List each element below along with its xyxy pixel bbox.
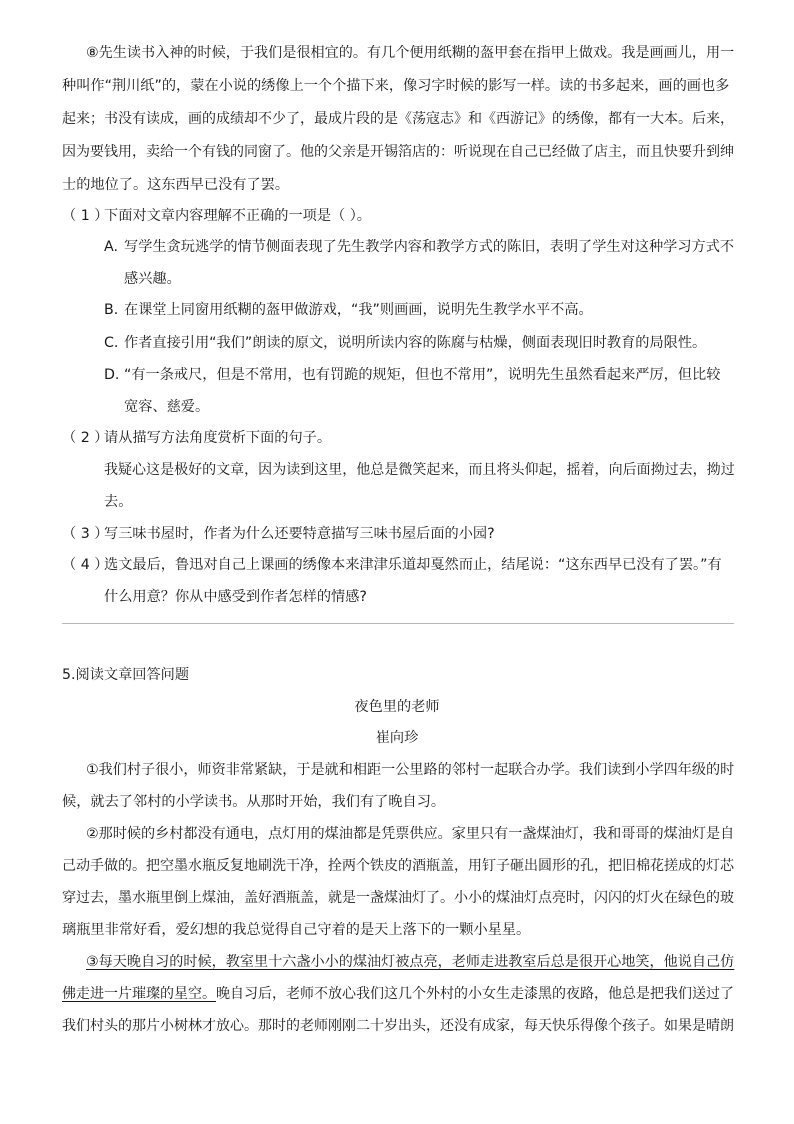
section-divider [62,623,734,624]
option-b-letter: B. [104,302,119,318]
option-c-line-1: 作者直接引用“我们”朗读的原文，说明所读内容的陈腐与枯燥，侧面表现旧时教育的局限性。 [124,335,707,351]
option-b-line-1: 在课堂上同窗用纸糊的盔甲做游戏，“我”则画画，说明先生教学水平不高。 [124,302,593,318]
article-para3-line-2-rest: 晚自习后，老师不放心我们这几个外村的小女生走漆黑的夜路，他总是把我们送过了 [216,986,734,1002]
article-para3-underlined-phrase: 佛走进一片璀璨的星空。 [62,986,216,1002]
article-para2-line-2: 己动手做的。把空墨水瓶反复地刷洗干净，拴两个铁皮的酒瓶盖，用钉子砸出圆形的孔，把旧棉花搓成的灯芯 [62,858,734,874]
option-c-letter: C. [104,335,119,351]
para8-line-1: ⑧先生读书入神的时候，于我们是很相宜的。有几个便用纸糊的盔甲套在指甲上做戏。我是画画儿，用一 [86,45,735,61]
article-para3-line-2 [62,984,734,1004]
question-4-line-1: 选文最后，鲁迅对自己上课画的绣像本来津津乐道却戛然而止，结尾说：“这东西早已没有了罢。”有 [104,557,722,573]
question-2-text: 请从描写方法角度赏析下面的句子。 [104,430,332,446]
question-4-number: （ 4 ） [62,557,109,573]
question-4-line-2: 什么用意？你从中感受到作者怎样的情感? [104,589,367,605]
option-a-line-2: 感兴趣。 [124,271,181,287]
option-a-letter: A. [104,239,118,255]
article-para3-line-1-underlined: ③每天晚自习的时候，教室里十六盏小小的煤油灯被点亮，老师走进教室后总是很开心地笑，他说自己仿 [86,954,735,970]
article-title: 夜色里的老师 [354,699,440,715]
section-5-heading: 5.阅读文章回答问题 [62,667,190,683]
para8-line-5: 士的地位了。这东西早已没有了罢。 [62,177,290,193]
article-author: 崔向珍 [375,730,419,746]
para8-line-3: 起来；书没有读成，画的成绩却不少了，最成片段的是《荡寇志》和《西游记》的绣像，都有一大本。后来， [62,111,734,127]
question-2-number: （ 2 ） [62,430,109,446]
question-1-number: （ 1 ） [62,208,109,224]
question-1-text: 下面对文章内容理解不正确的一项是（ ）。 [104,208,371,224]
article-para2-line-1: ②那时候的乡村都没有通电，点灯用的煤油都是凭票供应。家里只有一盏煤油灯，我和哥哥的煤油灯是自 [86,826,735,842]
article-para1-line-2: 候，就去了邻村的小学读书。从那时开始，我们有了晚自习。 [62,794,446,810]
question-2-quote-line-1: 我疑心这是极好的文章，因为读到这里，他总是微笑起来，而且将头仰起，摇着，向后面拗过去，拗过 [104,462,735,478]
article-para3-line-3: 我们村头的那片小树林才放心。那时的老师刚刚二十岁出头，还没有成家，每天快乐得像个孩子。如果是晴朗 [62,1018,734,1034]
para8-line-4: 因为要钱用，卖给一个有钱的同窗了。他的父亲是开锡箔店的：听说现在自己已经做了店主，而且快要升到绅 [62,144,734,160]
question-3-text: 写三味书屋时，作者为什么还要特意描写三味书屋后面的小园? [104,526,495,542]
option-d-line-2: 宽容、慈爱。 [124,399,210,415]
option-d-letter: D. [104,367,120,383]
question-2-quote-line-2: 去。 [104,494,133,510]
question-3-number: （ 3 ） [62,526,109,542]
article-para2-line-4: 璃瓶里非常好看，爱幻想的我总觉得自己守着的是天上落下的一颗小星星。 [62,922,531,938]
article-para2-line-3: 穿过去，墨水瓶里倒上煤油，盖好酒瓶盖，就是一盏煤油灯了。小小的煤油灯点亮时，闪闪的灯火在绿色的玻 [62,890,734,906]
para8-line-2: 种叫作“荆川纸”的，蒙在小说的绣像上一个个描下来，像习字时候的影写一样。读的书多起来，画的画也多 [62,78,730,94]
option-d-line-1: “有一条戒尺，但是不常用，也有罚跪的规矩，但也不常用”，说明先生虽然看起来严厉，但比较 [124,367,721,383]
option-a-line-1: 写学生贪玩逃学的情节侧面表现了先生教学内容和教学方式的陈旧，表明了学生对这种学习方式不 [124,239,735,255]
article-para1-line-1: ①我们村子很小，师资非常紧缺，于是就和相距一公里路的邻村一起联合办学。我们读到小学四年级的时 [86,762,735,778]
